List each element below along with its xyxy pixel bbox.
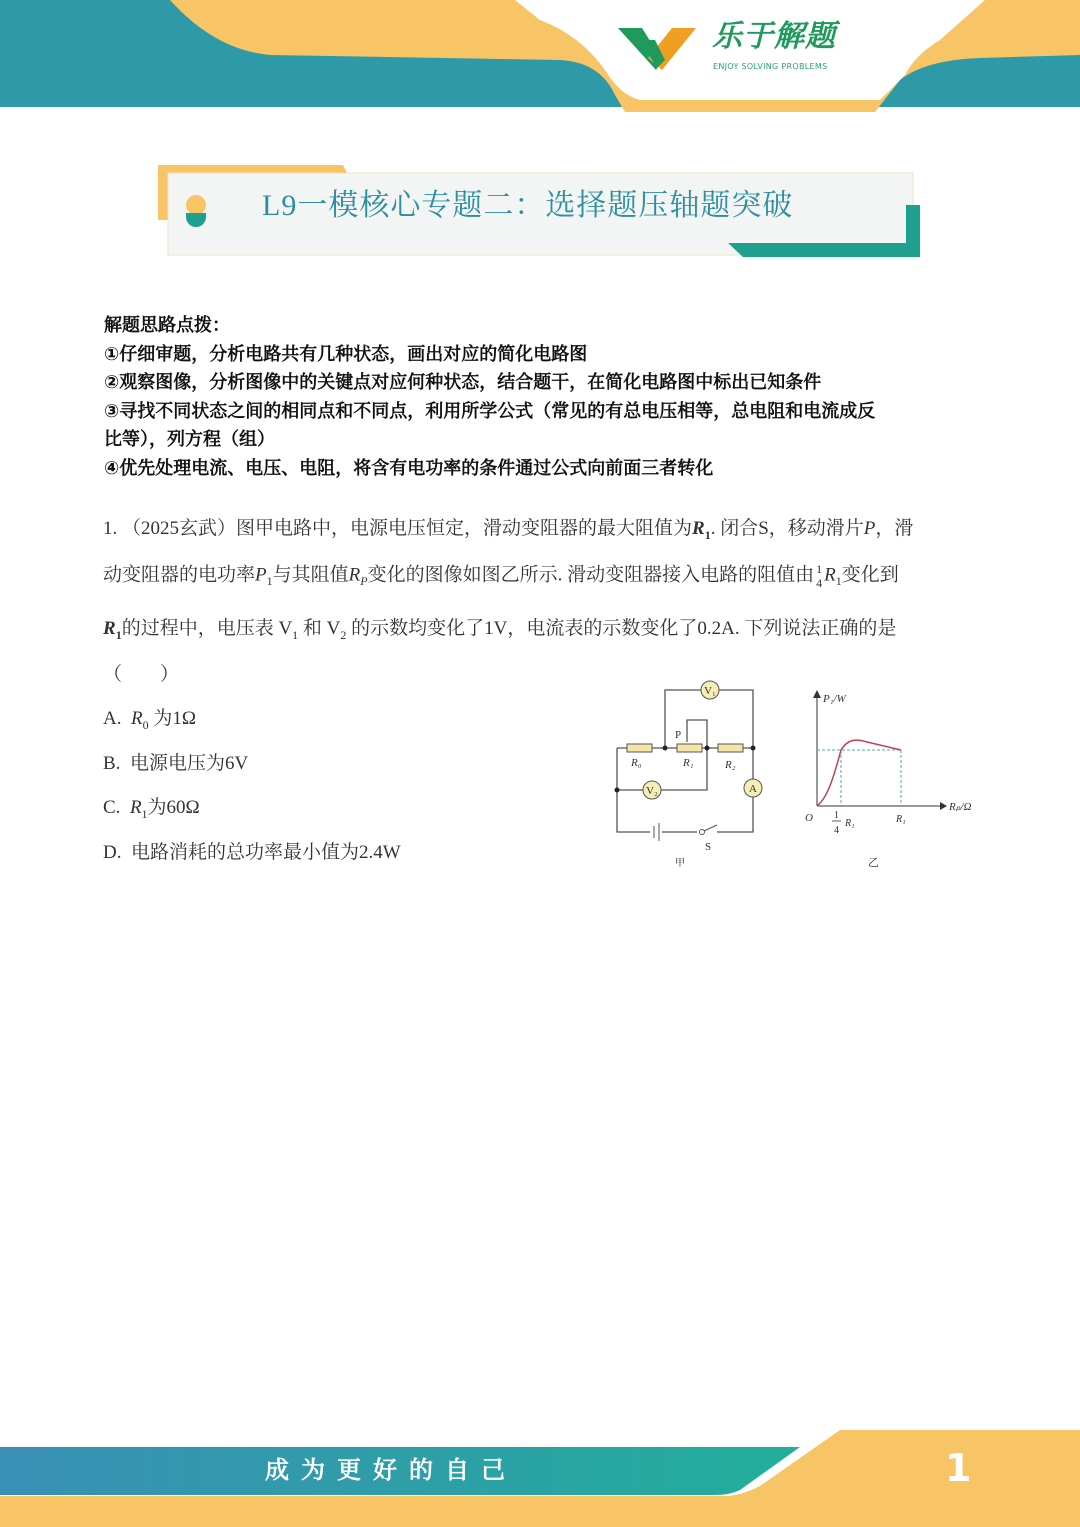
page-number: 1 (945, 1446, 972, 1490)
question-line-1: 1. （2025玄武）图甲电路中，电源电压恒定，滑动变阻器的最大阻值为$R_1$. 闭合S，移动滑片P，滑 (103, 518, 914, 542)
v1-label: V₁ (704, 685, 716, 697)
option-d[interactable]: D. 电路消耗的总功率最小值为2.4W (103, 842, 401, 863)
y-axis-label: P₁/W (823, 693, 846, 705)
v2-label: V₂ (646, 785, 658, 797)
circuit-caption: 甲 (675, 858, 685, 869)
logo-subtitle: ENJOY SOLVING PROBLEMS (713, 62, 828, 71)
option-c[interactable]: C. $R_1$为60Ω (103, 797, 200, 821)
tick-quarter-denominator: 4 (834, 825, 839, 836)
resistor-r1 (677, 744, 702, 752)
tip-item: 比等），列方程（组） (104, 429, 275, 450)
voltmeter-v2-icon (643, 781, 661, 799)
footer-slogan: 成为更好的自己 (265, 1456, 517, 1484)
ammeter-label: A (749, 783, 757, 795)
dot-icon (186, 195, 206, 215)
r2-label: R₂ (725, 759, 736, 771)
tip-item: ③寻找不同状态之间的相同点和不同点，利用所学公式（常见的有总电压相等，总电阻和电流成反 (104, 400, 876, 422)
tick-full-label: R₁ (896, 814, 906, 825)
solution-tips (104, 312, 984, 483)
x-axis-label: Rₚ/Ω (949, 801, 972, 813)
answer-blank: （ ） (103, 664, 180, 685)
tip-item: ④优先处理电流、电压、电阻，将含有电功率的条件通过公式向前面三者转化 (104, 457, 714, 479)
option-a[interactable]: A. $R_0$ 为1Ω (103, 708, 196, 732)
tip-item: ①仔细审题，分析电路共有几种状态，画出对应的简化电路图 (104, 343, 588, 365)
r0-label: R₀ (631, 757, 642, 769)
origin-label: O (805, 812, 813, 824)
question-line-3: $R_1$的过程中，电压表 $V_1$ 和 $V_2$ 的示数均变化了1V，电流表的示数变化了0.2A. 下列说法正确的是 (103, 618, 897, 642)
power-graph (805, 690, 971, 869)
ammeter-icon (744, 779, 762, 797)
figure (605, 680, 995, 875)
fraction: 1 4 (816, 562, 823, 590)
tick-quarter-numerator: 1 (834, 810, 839, 821)
tip-item: ②观察图像，分析图像中的关键点对应何种状态，结合题干，在简化电路图中标出已知条件 (104, 372, 822, 393)
voltmeter-v1-icon (701, 681, 719, 699)
page-title: L9一模核心专题二：选择题压轴题突破 (262, 189, 794, 222)
battery-icon (650, 823, 662, 841)
graph-caption: 乙 (868, 857, 879, 869)
logo-title: 乐于解题 (712, 19, 836, 54)
resistor-r2 (718, 744, 743, 752)
question-line-2: 动变阻器的电功率$P_1$与其阻值$R_P$变化的图像如图乙所示. 滑动变阻器接入电路的阻值由 1 4 $R_1$变化到 (103, 562, 899, 590)
footer-background (0, 1420, 1080, 1527)
tick-quarter-variable: R₁ (845, 818, 855, 829)
switch-icon (697, 825, 717, 837)
option-b[interactable]: B. 电源电压为6V (103, 753, 249, 774)
tips-heading: 解题思路点拨： (104, 315, 230, 336)
resistor-r0 (627, 744, 652, 752)
switch-label: S (705, 841, 712, 853)
guide-lines (817, 750, 901, 806)
header-background (0, 0, 1080, 120)
r1-label: R₁ (683, 757, 694, 769)
slider-label: P (675, 729, 682, 741)
